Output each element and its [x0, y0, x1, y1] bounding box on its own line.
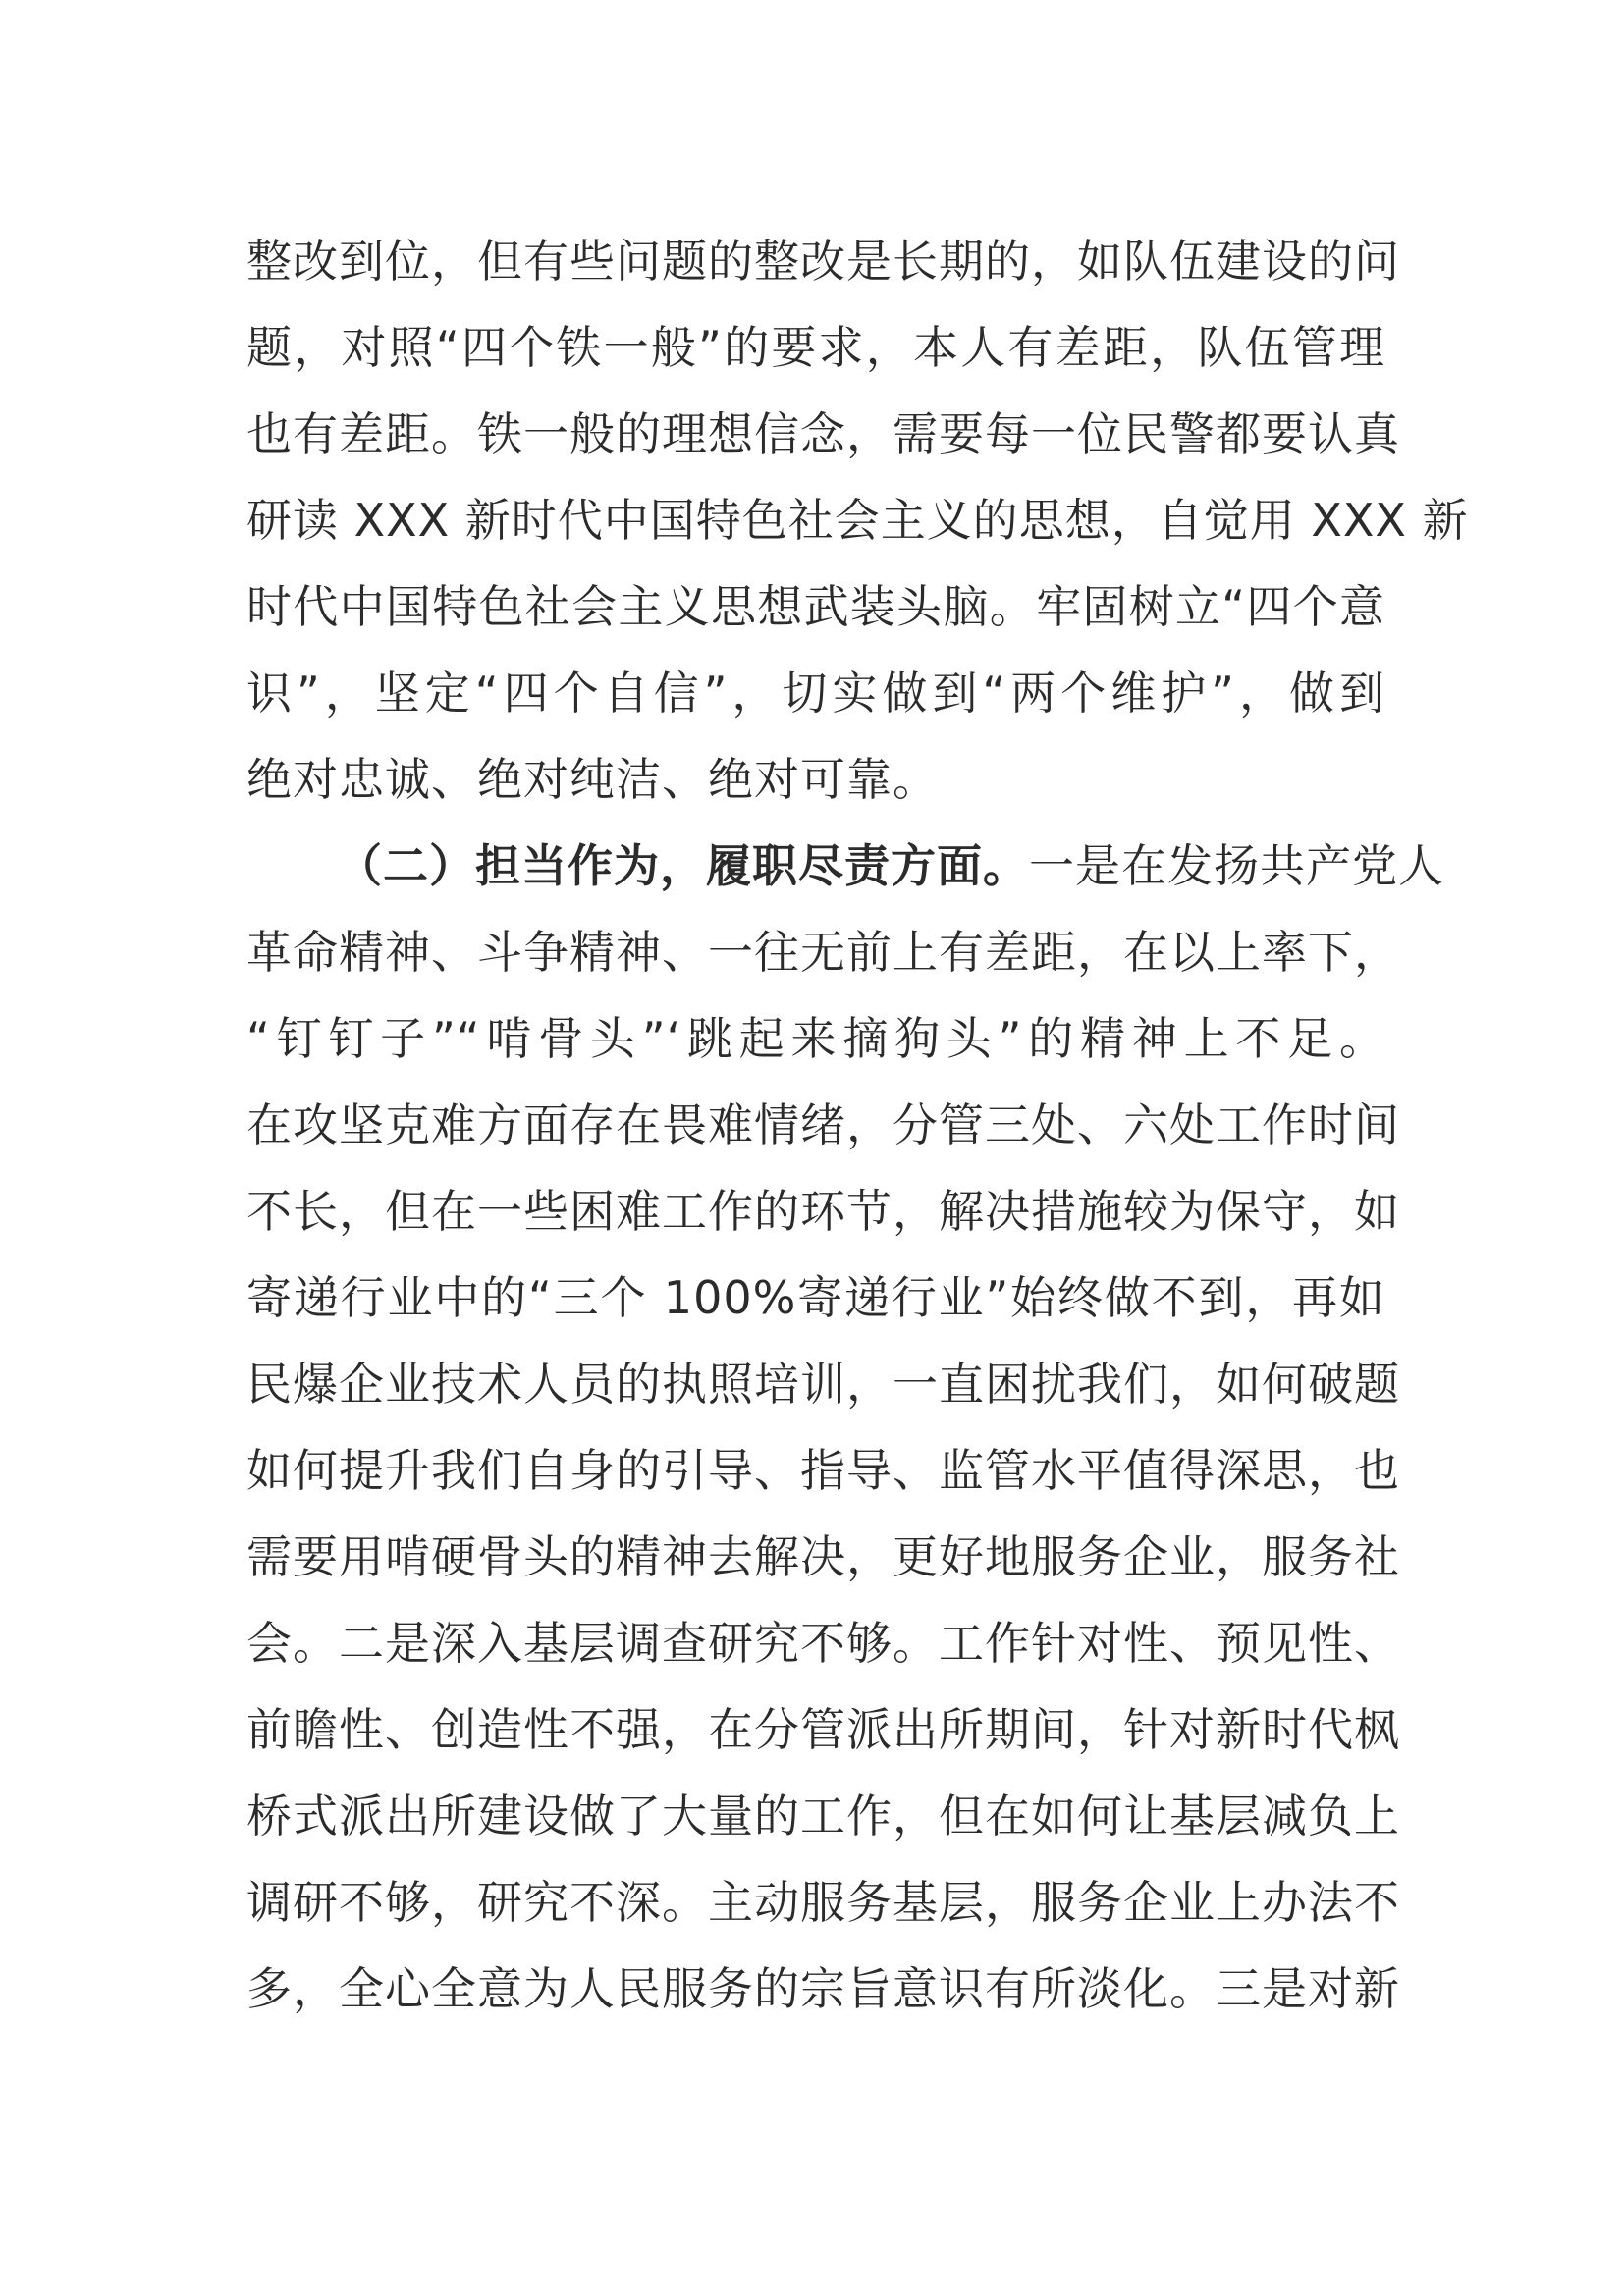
paragraph-1-line: 题，对照“四个铁一般”的要求，本人有差距，队伍管理 — [246, 321, 1385, 374]
paragraph-2-line: 会。二是深入基层调查研究不够。工作针对性、预见性、 — [246, 1617, 1400, 1670]
paragraph-2-line: 寄递行业中的“三个 100%寄递行业”始终做不到，再如 — [246, 1271, 1385, 1324]
paragraph-2-line: 需要用啃硬骨头的精神去解决，更好地服务企业，服务社 — [246, 1530, 1400, 1583]
paragraph-2-line: 调研不够，研究不深。主动服务基层，服务企业上办法不 — [246, 1876, 1400, 1929]
paragraph-2-line: “钉钉子”“啃骨头”‘跳起来摘狗头”的精神上不足。 — [246, 1012, 1385, 1065]
paragraph-2-line: 在攻坚克难方面存在畏难情绪，分管三处、六处工作时间 — [246, 1098, 1400, 1151]
paragraph-2-lead-text: 一是在发扬共产党人 — [1029, 839, 1444, 892]
paragraph-1-line: 也有差距。铁一般的理想信念，需要每一位民警都要认真 — [246, 407, 1400, 460]
body-text — [246, 218, 1469, 2032]
paragraph-2-line: 革命精神、斗争精神、一往无前上有差距，在以上率下， — [246, 926, 1400, 979]
paragraph-1-line: 识”，坚定“四个自信”，切实做到“两个维护”，做到 — [246, 667, 1385, 720]
section-heading: （二）担当作为，履职尽责方面。 — [337, 839, 1029, 892]
paragraph-2-line: 不长，但在一些困难工作的环节，解决措施较为保守，如 — [246, 1185, 1400, 1238]
paragraph-2-line: 民爆企业技术人员的执照培训，一直困扰我们，如何破题 — [246, 1358, 1400, 1411]
paragraph-1-line: 整改到位，但有些问题的整改是长期的，如队伍建设的问 — [246, 235, 1400, 288]
paragraph-1-line: 时代中国特色社会主义思想武装头脑。牢固树立“四个意 — [246, 580, 1385, 633]
paragraph-2-line: 桥式派出所建设做了大量的工作，但在如何让基层减负上 — [246, 1789, 1400, 1842]
paragraph-2-line: 如何提升我们自身的引导、指导、监管水平值得深思，也 — [246, 1444, 1400, 1497]
paragraph-1-line: 绝对忠诚、绝对纯洁、绝对可靠。 — [246, 753, 939, 806]
paragraph-2-first-line — [246, 823, 1444, 909]
paragraph-1-line: 研读 XXX 新时代中国特色社会主义的思想，自觉用 XXX 新 — [246, 494, 1469, 547]
paragraph-2-line: 多，全心全意为人民服务的宗旨意识有所淡化。三是对新 — [246, 1962, 1400, 2015]
paragraph-2-line: 前瞻性、创造性不强，在分管派出所期间，针对新时代枫 — [246, 1703, 1400, 1756]
